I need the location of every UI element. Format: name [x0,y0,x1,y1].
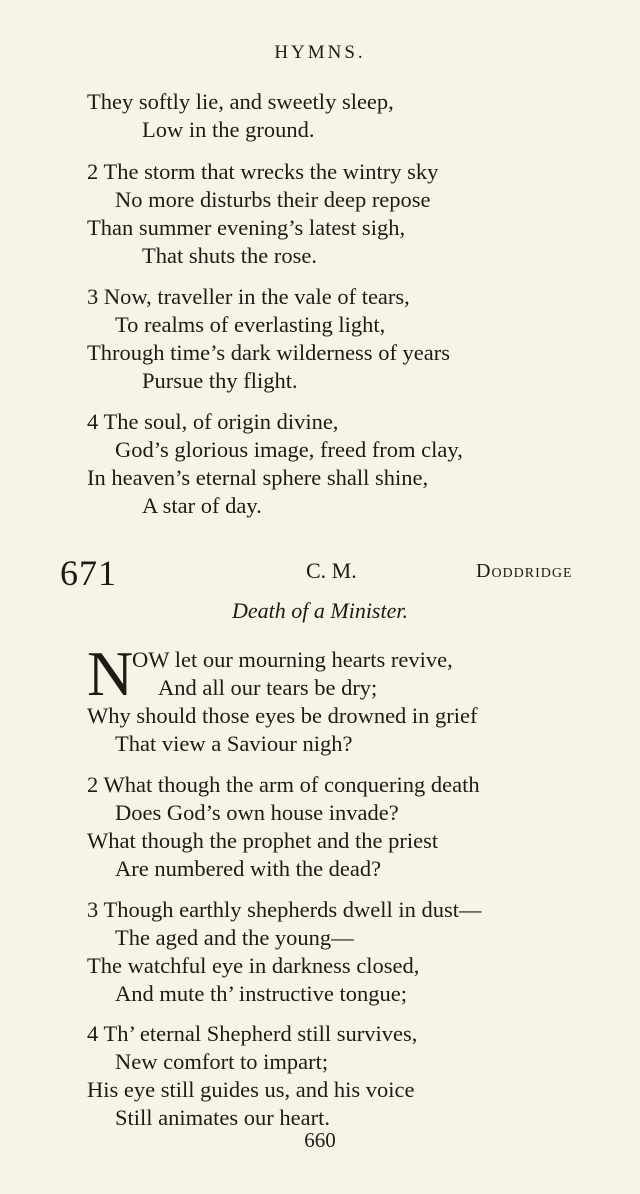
verse-line: Are numbered with the dead? [115,856,382,881]
verse-line: That view a Saviour nigh? [115,731,353,756]
verse-line: Why should those eyes be drowned in grief [87,703,478,728]
verse-line: 3 Though earthly shepherds dwell in dust— [87,897,482,922]
verse-line: 3 Now, traveller in the vale of tears, [87,284,410,309]
hymn-meter: C. M. [306,558,357,583]
verse-line: Does God’s own house invade? [115,800,399,825]
hymn-number: 671 [60,553,117,593]
verse-line: New comfort to impart; [115,1049,329,1074]
verse-line: OW let our mourning hearts revive, [132,647,453,672]
verse-line: Than summer evening’s latest sigh, [87,215,406,240]
verse-line: 2 The storm that wrecks the wintry sky [87,159,439,184]
verse-line: In heaven’s eternal sphere shall shine, [87,465,429,490]
verse-line: No more disturbs their deep repose [115,187,431,212]
verse-line: Through time’s dark wilderness of years [87,340,451,365]
verse-line: 4 The soul, of origin divine, [87,409,339,434]
verse-line: Low in the ground. [142,117,315,142]
verse-line: Still animates our heart. [115,1105,330,1130]
verse-line: Pursue thy flight. [142,368,298,393]
verse-line: God’s glorious image, freed from clay, [115,437,463,462]
verse-line: The watchful eye in darkness closed, [87,953,420,978]
drop-cap: N [87,638,134,709]
hymn-title: Death of a Minister. [232,598,408,623]
verse-line: They softly lie, and sweetly sleep, [87,89,394,114]
hymn-header [0,552,640,592]
running-head: HYMNS. [274,42,366,63]
hymn-author: Doddridge [476,560,573,582]
verse-line: And mute th’ instructive tongue; [115,981,408,1006]
verse-line: His eye still guides us, and his voice [87,1077,415,1102]
verse-line: 4 Th’ eternal Shepherd still survives, [87,1021,418,1046]
verse-line: The aged and the young— [115,925,354,950]
verse-line: That shuts the rose. [142,243,317,268]
verse-line: A star of day. [142,493,262,518]
verse-line: To realms of everlasting light, [115,312,386,337]
page-number: 660 [304,1128,336,1152]
verse-line: 2 What though the arm of conquering death [87,772,480,797]
verse-line: And all our tears be dry; [158,675,378,700]
verse-line: What though the prophet and the priest [87,828,439,853]
